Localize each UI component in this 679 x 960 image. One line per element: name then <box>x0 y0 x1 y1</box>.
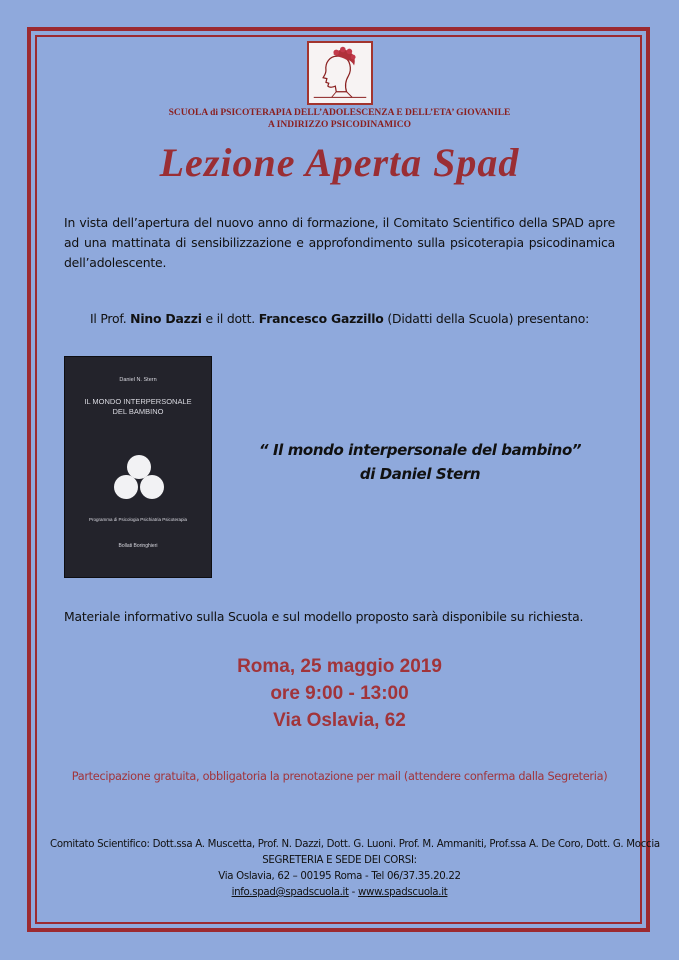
book-cover-title-1: IL MONDO INTERPERSONALE <box>84 397 192 406</box>
book-cover-title-2: DEL BAMBINO <box>112 407 164 416</box>
material-note: Materiale informativo sulla Scuola e sul modello proposto sarà disponibile su richiesta. <box>64 609 584 624</box>
footer-links <box>50 885 629 901</box>
event-date: Roma, 25 maggio 2019 <box>237 656 442 677</box>
footer-address: Via Oslavia, 62 – 00195 Roma - Tel 06/37.35.20.22 <box>218 871 461 882</box>
profile-head-icon <box>309 43 371 103</box>
email-link[interactable]: info.spad@spadscuola.it <box>231 887 349 898</box>
presenters-prefix: Il Prof. <box>89 311 131 326</box>
book-author: di Daniel Stern <box>359 465 481 483</box>
book-cover <box>64 356 212 578</box>
footer <box>50 837 660 901</box>
presenters-middle: e il dott. <box>201 311 259 326</box>
presenter-name-2: Francesco Gazzillo <box>258 311 384 326</box>
participation-note: Partecipazione gratuita, obbligatoria la prenotazione per mail (attendere conferma dalla Segreteria) <box>71 770 608 783</box>
footer-separator: - <box>348 887 358 898</box>
book-cover-publisher: Bollati Boringhieri <box>118 543 158 549</box>
presenters-line <box>64 311 615 326</box>
presenters-suffix: (Didatti della Scuola) presentano: <box>383 311 590 326</box>
footer-office: SEGRETERIA E SEDE DEI CORSI: <box>262 855 417 866</box>
intro-paragraph: In vista dell’apertura del nuovo anno di formazione, il Comitato Scientifico della SPAD apre ad una mattinata di sensibilizzazione e approfondimento sulla psicoterapia psicodinamica dell’adolescente. <box>64 215 615 270</box>
page-title: Lezione Aperta Spad <box>159 140 520 185</box>
book-title: “ Il mondo interpersonale del bambino” <box>258 441 582 459</box>
school-name-line2: A INDIRIZZO PSICODINAMICO <box>267 120 412 130</box>
book-title-block <box>240 438 600 486</box>
website-link[interactable]: www.spadscuola.it <box>358 887 448 898</box>
footer-committee: Comitato Scientifico: Dott.ssa A. Muscetta, Prof. N. Dazzi, Dott. G. Luoni. Prof. M. Ammaniti, Prof.ssa A. De Coro, Dott. G. Moccia <box>50 839 660 850</box>
presenter-name-1: Nino Dazzi <box>130 311 202 326</box>
trefoil-icon <box>111 453 167 503</box>
school-logo <box>307 41 373 105</box>
book-cover-author: Daniel N. Stern <box>119 377 157 383</box>
book-cover-series: Programma di Psicologia Psichiatria Psicoterapia <box>88 517 188 522</box>
school-name-line1: SCUOLA di PSICOTERAPIA DELL’ADOLESCENZA E DELL’ETA’ GIOVANILE <box>168 108 511 118</box>
event-time: ore 9:00 - 13:00 <box>270 683 409 704</box>
event-place: Via Oslavia, 62 <box>273 710 406 731</box>
